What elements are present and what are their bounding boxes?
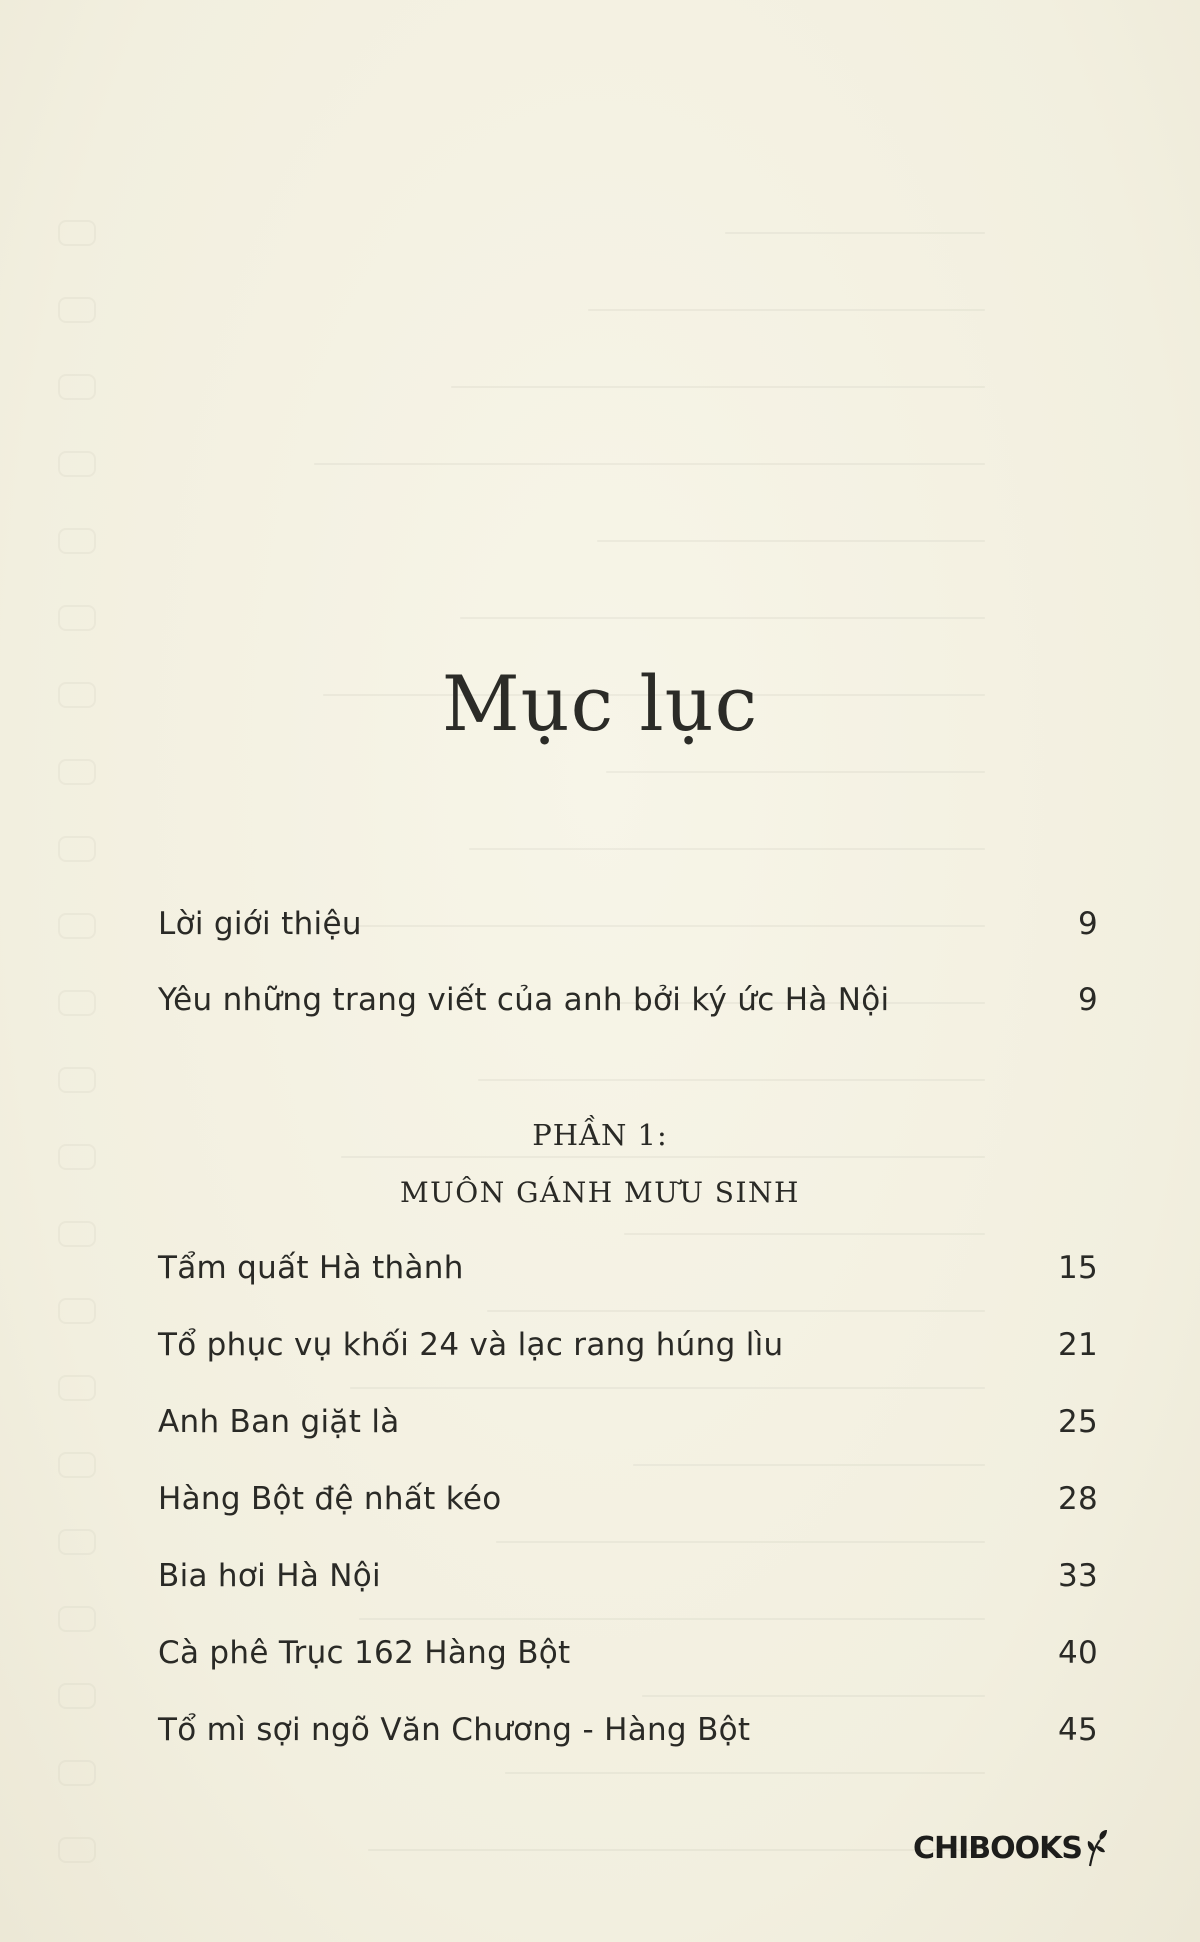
toc-entry-label: Tổ mì sợi ngõ Văn Chương - Hàng Bột — [158, 1712, 751, 1748]
toc-entry-label: Cà phê Trục 162 Hàng Bột — [158, 1635, 571, 1671]
toc-entry-chapter — [158, 1558, 1098, 1608]
bleed-line — [606, 771, 985, 773]
toc-entry-label: Lời giới thiệu — [158, 906, 362, 942]
toc-entry-page: 21 — [1057, 1327, 1098, 1363]
bleed-line — [460, 617, 985, 619]
bleed-line — [451, 386, 985, 388]
bleed-line — [624, 1233, 985, 1235]
bleed-line — [478, 1079, 985, 1081]
bleed-line — [350, 1387, 985, 1389]
bleed-number — [58, 1760, 96, 1786]
bleed-number — [58, 528, 96, 554]
bleed-number — [58, 220, 96, 246]
bleed-number — [58, 913, 96, 939]
toc-entry-label: Hàng Bột đệ nhất kéo — [158, 1481, 502, 1517]
bleed-number — [58, 990, 96, 1016]
bleed-line — [469, 848, 985, 850]
bleed-number — [58, 1067, 96, 1093]
toc-entry-page: 45 — [1057, 1712, 1098, 1748]
toc-entry-chapter — [158, 1327, 1098, 1377]
bleed-number — [58, 1837, 96, 1863]
leaf-sprout-icon — [1084, 1828, 1110, 1868]
bleed-number — [58, 605, 96, 631]
bleed-line — [505, 1772, 985, 1774]
bleed-line — [314, 463, 985, 465]
toc-entry-page: 33 — [1057, 1558, 1098, 1594]
toc-entry-label: Bia hơi Hà Nội — [158, 1558, 381, 1594]
bleed-number — [58, 836, 96, 862]
toc-entry-intro — [158, 906, 1098, 956]
toc-entry-label: Tẩm quất Hà thành — [158, 1250, 464, 1286]
toc-entry-page: 28 — [1057, 1481, 1098, 1517]
toc-entry-chapter — [158, 1481, 1098, 1531]
bleed-number — [58, 374, 96, 400]
publisher-logo-text: CHIBOOKS — [913, 1830, 1083, 1866]
bleed-line — [642, 1695, 985, 1697]
part-label: PHẦN 1: — [532, 1118, 668, 1152]
bleed-line — [597, 540, 985, 542]
toc-entry-chapter — [158, 1712, 1098, 1762]
bleed-line — [359, 1618, 985, 1620]
page-title: Mục lục — [441, 658, 759, 748]
toc-entry-page: 15 — [1057, 1250, 1098, 1286]
toc-entry-preface — [158, 982, 1098, 1032]
toc-entry-page: 9 — [1077, 906, 1098, 942]
bleed-number — [58, 1375, 96, 1401]
bleed-number — [58, 1606, 96, 1632]
bleed-number — [58, 1452, 96, 1478]
bleed-number — [58, 1298, 96, 1324]
bleed-line — [368, 1849, 985, 1851]
bleed-line — [725, 232, 985, 234]
toc-entry-label: Yêu những trang viết của anh bởi ký ức Hà Nội — [158, 982, 890, 1018]
bleed-number — [58, 759, 96, 785]
bleed-number — [58, 1683, 96, 1709]
part-name: MUÔN GÁNH MƯU SINH — [400, 1176, 800, 1209]
toc-entry-chapter — [158, 1250, 1098, 1300]
toc-entry-page: 25 — [1057, 1404, 1098, 1440]
bleed-line — [341, 1156, 985, 1158]
bleed-number — [58, 1529, 96, 1555]
bleed-line — [588, 309, 985, 311]
toc-entry-chapter — [158, 1404, 1098, 1454]
toc-entry-page: 9 — [1077, 982, 1098, 1018]
publisher-logo — [913, 1828, 1110, 1868]
toc-entry-label: Tổ phục vụ khối 24 và lạc rang húng lìu — [158, 1327, 784, 1363]
toc-entry-label: Anh Ban giặt là — [158, 1404, 400, 1440]
toc-entry-page: 40 — [1057, 1635, 1098, 1671]
bleed-line — [496, 1541, 985, 1543]
bleed-number — [58, 297, 96, 323]
bleed-line — [633, 1464, 985, 1466]
bleed-number — [58, 451, 96, 477]
toc-entry-chapter — [158, 1635, 1098, 1685]
bleed-line — [487, 1310, 985, 1312]
bleed-number — [58, 1221, 96, 1247]
